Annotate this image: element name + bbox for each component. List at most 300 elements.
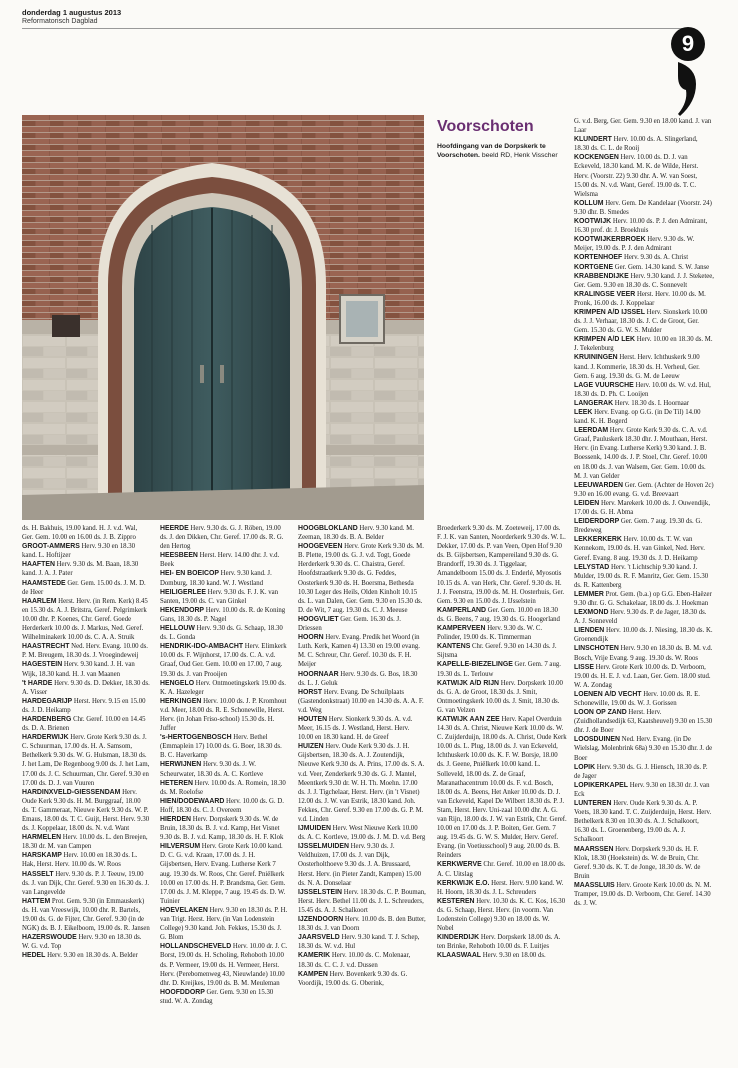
service-times: Ger. Gem. 15.00 ds. J. M. D. de Heer	[22, 579, 146, 596]
place-name: HEI- EN BOEICOP	[160, 570, 219, 578]
service-listing-entry	[22, 642, 150, 660]
service-times: Herv. 9.30 en 18.30 ds. W. G. v.d. Top	[22, 934, 142, 951]
place-name: KAMPEN	[298, 970, 328, 978]
place-name: LOOSDUINEN	[574, 736, 620, 744]
service-listing-entry	[22, 542, 150, 560]
service-times: Ger. Gem. 7 aug. 19.30 ds. G. Bredeweg	[574, 518, 703, 535]
service-times: Ger. Gem. 9.30 en 15.30 stud. W. A. Zondag	[160, 988, 274, 1005]
service-listing-entry	[574, 308, 714, 335]
service-times: Herv. 10.00 ds. G. D. Hoff, 18.30 ds. C. J. Overeem	[160, 797, 284, 814]
place-name: LEEUWARDEN	[574, 481, 624, 489]
service-listing-entry	[160, 988, 288, 1006]
service-times: Herv. Evang. De Schuilplaats (Gastendonkstraat) 10.00 en 14.30 ds. A. A. F. v.d. Weg	[298, 688, 424, 714]
service-times: Herv. Dorpskerk 9.30 ds. H. F. Klok, 18.30 (Hoekstein) ds. W. de Bruin, Chr. Geref. 9.30 ds. K. T. de Jonge, 18.30 ds. W. de Bruin	[574, 845, 701, 880]
service-listing-entry	[22, 951, 150, 960]
service-listing-entry	[437, 606, 567, 624]
caption-lead: Hoofdingang van de Dorpskerk te Voorschoten.	[437, 143, 546, 159]
place-name: KATWIJK AAN ZEE	[437, 715, 500, 723]
service-times: Herv. Ontmoetingskerk 19.00 ds. K. A. Hazeleger	[160, 679, 286, 696]
service-listing-entry	[160, 733, 288, 760]
service-listing-entry	[437, 524, 567, 606]
service-listing-entry	[574, 608, 714, 626]
service-times: Prot. Gem. 9.30 (in Emmauskerk) ds. H. van Vreeswijk, 10.00 dhr. R. Bartels, 19.00 ds. G. de Fijter, Chr. Geref. 9.30 (in de NGK) ds. B. J. Eikelboom, 19.00 ds. R. Jansen	[22, 897, 150, 933]
place-name: HAAFTEN	[22, 561, 55, 569]
place-name: HILVERSUM	[160, 843, 201, 851]
place-name: HARDERWIJK	[22, 734, 69, 742]
masthead	[22, 8, 121, 26]
service-listing-entry	[574, 845, 714, 881]
service-times: Herv. Elimkerk 10.00 ds. F. Wijnhorst, 17.00 ds. C. A. v.d. Graaf, Oud Ger. Gem. 10.00 en 17.00, 7 aug. 19.30 ds. J. van Prooijen	[160, 643, 287, 678]
place-name: KLUNDERT	[574, 136, 612, 144]
service-listing-entry	[22, 597, 150, 642]
service-times: Herv. Sionskerk 10.00 ds. J. J. Verhaar, 18.30 ds. J. C. de Groot, Ger. Gem. 15.30 ds. G. W. S. Mulder	[574, 308, 708, 335]
place-name: HAAMSTEDE	[22, 579, 66, 587]
service-listing-entry	[574, 763, 714, 781]
service-listing-entry	[298, 915, 426, 933]
place-name: HIEN/DODEWAARD	[160, 797, 225, 805]
service-listing-entry	[298, 688, 426, 715]
service-times: Herv. 9.30 ds. F. J. K. van Santen, 19.00 ds. C. van Ginkel	[160, 588, 279, 605]
service-listing-entry	[22, 579, 150, 597]
service-times: Herv. West Nieuwe Kerk 10.00 ds. A. C. Kortleve, 19.00 ds. J. M. D. v.d. Berg	[298, 825, 426, 842]
place-name: HOUTEN	[298, 715, 328, 723]
place-name: LISSE	[574, 663, 594, 671]
place-name: HARDENBERG	[22, 715, 72, 723]
service-times: Herv. Dorpskerk 9.30 ds. W. de Bruin, 18.30 ds. B. J. v.d. Kamp, Het Visnet 9.30 ds. B. J. v.d. Kamp, 18.30 ds. H. F. Klok	[160, 816, 284, 842]
service-times: Herv. Marekerk 10.00 ds. J. Ouwendijk, 17.00 ds. G. H. Abma	[574, 499, 711, 517]
service-times: Herv. Oude Kerk 9.30 ds. A. P. Voets, 18.30 kand. T. C. Zuijderduijn, Herst. Herv. Bethelkerk 8.30 en 10.30 ds. A. J. Schalkoort, 16.30 ds. L. Groenenberg, 19.00 ds. A. J. Schalkoort	[574, 800, 712, 844]
service-times: Herst. Herv. 9.15 en 15.00 ds. J. D. Heikamp	[22, 697, 146, 714]
place-name: HEILIGERLEE	[160, 588, 206, 596]
service-times: Herv. 9.30 ds. D. Dekker, 18.30 ds. A. Visser	[22, 679, 150, 696]
service-listing-entry	[574, 644, 714, 662]
service-times: Herv. 9.30 ds. P. de Jager, 18.30 ds. A. J. Sonneveld	[574, 609, 707, 626]
place-name: LOPIKERKAPEL	[574, 781, 628, 789]
service-listing-entry	[160, 760, 288, 778]
service-times: Herst. Herv. Ichthuskerk 9.00 kand. J. Kommerie, 18.30 ds. H. Verheul, Ger. Gem. 6 aug. 19.30 ds. G. M. de Leeuw	[574, 354, 700, 380]
service-listing-entry	[574, 690, 714, 708]
service-times: Herv. Sionkerk 9.30 ds. A. v.d. Meer, 16.15 ds. J. Westland, Herst. Herv. 10.00 en 18.30 kand. H. de Greef	[298, 715, 413, 742]
service-listing-entry	[437, 951, 567, 960]
service-listing-entry	[298, 615, 426, 633]
service-times: Herv. 9.30 ds. J. Veldhuizen, 17.00 ds. J. van Dijk, Oosterholthoeve 9.30 ds. J. A. Brussaard, Herst. Herv. (in Pieter Zandt, Kampen) 15.00 ds. N. A. Donselaar	[298, 843, 422, 887]
place-name: HEERDE	[160, 525, 189, 532]
service-listing-entry	[160, 679, 288, 697]
service-times: Herv. 9.30 ds. W. Meijer, 19.00 ds. P. J. den Admirant	[574, 236, 695, 253]
place-name: HENGELO	[160, 679, 195, 687]
service-times: Herv. 9.30 en 18.30 ds. P. H. van Trigt. Herst. Herv. (in Van Lodenstein College) 9.30 kand. Joh. Fekkes, 15.30 ds. J. G. Blom	[160, 906, 288, 942]
service-times: Herv. Grote Kerk 10.00 ds. D. Verboom, 19.00 ds. H. E. J. v.d. Laan, Ger. Gem. 18.00 stud. W. A. Zondag	[574, 663, 711, 689]
place-name: KANTENS	[437, 643, 471, 651]
place-name: KRALINGSE VEER	[574, 290, 636, 298]
service-times: Herv. 9.30 kand. J. H. van Wijk, 18.30 kand. H. J. van Maanen	[22, 661, 135, 678]
page-number-badge: 9	[671, 27, 705, 61]
service-listing-entry	[160, 797, 288, 815]
place-name: KATWIJK A/D RIJN	[437, 679, 500, 687]
listing-column-1	[22, 524, 150, 1062]
service-listing-entry	[574, 153, 714, 198]
service-times: Ned. Herv. Evang. (in De Wielslag, Molenbrink 68a) 9.30 en 15.30 dhr. J. de Boer	[574, 736, 713, 762]
service-times: Herv. 10.00 ds. J. Niesing, 18.30 ds. K. Groenendijk	[574, 627, 713, 644]
service-times: Herv. Evang. op G.G. (in De Til) 14.00 kand. K. H. Bogerd	[574, 409, 701, 426]
place-name: KAMPERVEEN	[437, 625, 486, 633]
place-name: HEESBEEN	[160, 552, 198, 560]
place-name: HARSKAMP	[22, 852, 62, 860]
place-name: IJSSELMUIDEN	[298, 843, 349, 851]
service-listing-entry	[22, 560, 150, 578]
masthead-rule	[22, 28, 682, 29]
service-listing-entry	[574, 626, 714, 644]
photo-caption	[437, 142, 567, 160]
place-name: HAARLEM	[22, 597, 57, 605]
place-name: IJMUIDEN	[298, 825, 331, 833]
service-listing-entry	[574, 499, 714, 517]
article-title: Voorschoten	[437, 118, 534, 135]
service-listing-entry	[160, 697, 288, 733]
service-times: Prot. Gem. (b.a.) op G.G. Eben-Haëzer 9.30 dhr. G. G. Schakelaar, 18.00 ds. J. Hoekman	[574, 590, 712, 607]
service-times: Herv. 9.30 kand. M. Zeeman, 18.30 ds. B. A. Belder	[298, 525, 414, 542]
place-name: KESTEREN	[437, 897, 475, 905]
service-listing-entry	[437, 624, 567, 642]
service-listing-entry	[160, 588, 288, 606]
place-name: HOLLANDSCHEVELD	[160, 943, 232, 951]
service-times: Herv. 9.30 ds. G. J. Hiensch, 18.30 ds. P. de Jager	[574, 763, 708, 780]
place-name: HENDRIK-IDO-AMBACHT	[160, 643, 244, 651]
service-times: Herv. 10.00 ds. L. den Breejen, 18.30 dr. M. van Campen	[22, 834, 148, 851]
service-times: Herv. Kapel Overduin 14.30 ds. A. Christ, Nieuwe Kerk 10.00 ds. W. C. Zuijderduijn, 18.00 ds. A. Christ, Oude Kerk 10.00 ds. L. Plug, 18.00 ds. J. van Eckeveld, Ichthuskerk 10.00 ds. K. F. W. Borsje, 18.00 ds. J. Geene, Pniëlkerk 10.00 kand. L. Solleveld, 18.00 ds. Z. de Graaf, Maranathacentrum 10.00 ds. F. v.d. Bosch, 18.00 ds. A. Beens, Het Anker 10.00 ds. D. J. van Eckeveld, Kapel De Wilbert 18.30 ds. P. J. Stam, Herst. Herv. Uni-zaal 10.00 dhr. A. G. van Rijn, 18.00 ds. J. W. van Estrik, Chr. Geref. 10.00 en 17.00 ds. J. P. Boiten, Ger. Gem. 7 aug. 19.45 ds. G. W. S. Mulder, Herv. Geref. Evang. (in Voetiusschool) 9 aug. 20.00 ds. B. Reinders	[437, 715, 567, 860]
service-times: Herv. 9.30 ds. G. Schaap, 18.30 ds. L. Gonda	[160, 625, 283, 642]
place-name: LAGE VUURSCHE	[574, 381, 634, 389]
service-listing-entry	[298, 970, 426, 988]
place-name: LEIDERDORP	[574, 518, 620, 526]
service-listing-entry	[22, 933, 150, 951]
place-name: GROOT-AMMERS	[22, 543, 80, 551]
service-times: Herv. 10.00 ds. J. P. Kromhout v.d. Meer, 18.00 ds. R. E. Schonewille, Herst. Herv. (in Johan Friso-school) 15.30 ds. H. Juffer	[160, 697, 287, 733]
listing-column-5	[574, 117, 714, 1062]
place-name: HOOGVLIET	[298, 615, 339, 623]
place-name: LOENEN A/D VECHT	[574, 690, 642, 698]
place-name: LEKKERKERK	[574, 536, 622, 544]
service-listing-entry	[574, 408, 714, 426]
place-name: KRUININGEN	[574, 354, 618, 362]
service-times: Ger. Gem. 10.00 en 18.30 ds. G. Beens, 7 aug. 19.30 ds. G. Hoogerland	[437, 606, 560, 623]
service-times: Herv. 9.30 ds. A. Christ	[623, 254, 689, 262]
caption-credit: beeld RD, Henk Visscher	[481, 152, 558, 159]
place-name: KRIMPEN A/D LEK	[574, 336, 635, 344]
service-listing-entry	[574, 381, 714, 399]
place-name: HETEREN	[160, 779, 193, 787]
service-times: Herv. 10.00 ds. D. J. van Eckeveld, 18.30 kand. M. K. de Wilde, Herst. Herv. (Voorstr. 22) 9.30 dhr. A. W. van Soest, 15.00 ds. N. v.d. Want, Geref. 19.00 ds. T. C. Wielsma	[574, 154, 699, 198]
service-times: Herv. 10.00 ds. R. de Koning Gans, 18.30 ds. P. Nagel	[160, 606, 286, 623]
service-times: Herv. Dorpskerk 18.00 ds. A. ten Brinke, Rehoboth 10.00 ds. F. Luitjes	[437, 934, 561, 951]
place-name: HEKENDORP	[160, 606, 205, 614]
service-listing-entry	[22, 733, 150, 788]
service-listing-entry	[160, 551, 288, 569]
service-times: Herst. Herv. 14.00 dhr. J. v.d. Beek	[160, 552, 280, 569]
service-listing-entry	[574, 881, 714, 908]
place-name: HARDEGARIJP	[22, 697, 73, 705]
service-listing-entry	[160, 906, 288, 942]
service-times: Herv. Dorpskerk 10.00 ds. G. A. de Groot, 18.30 ds. J. Smit, Ontmoetingskerk 10.00 ds. J. Smit, 18.30 ds. G. van Velzen	[437, 679, 563, 714]
service-times: Herv. Oude Kerk 9.30 ds. H. M. Burggraaf, 18.00 ds. T. Gammeraat, Nieuwe Kerk 9.30 ds. W. P. Emaus, 18.00 ds. T. C. Guijt, Herst. Herv. 9.30 ds. J. Koppelaar, 18.00 ds. N. v.d. Want	[22, 788, 150, 833]
place-name: HASSELT	[22, 870, 54, 878]
service-listing-entry	[574, 781, 714, 799]
service-times: Herv. Bovenkerk 9.30 ds. G. Voordijk, 19.00 ds. G. Oberink,	[298, 970, 408, 987]
service-times: Ned. Herv. Evang. 10.00 ds. P. M. Breugem, 18.30 ds. J. Vroegindeweij	[22, 643, 148, 660]
service-times: Herv. 9.30 en 18.30 ds. B. M. v.d. Bosch, Vrije Evang. 9 aug. 19.30 ds. W. Roos	[574, 645, 713, 662]
place-name: LEIDEN	[574, 499, 600, 507]
service-times: Herv. Evang. Predik het Woord (in Luth. Kerk, Kamen 4) 13.30 en 19.00 evang. M. C. Schreur, Chr. Geref. 10.30 ds. F. H. Meijer	[298, 634, 420, 669]
service-times: Ger. Gem. 7 aug. 19.30 ds. L. Terlouw	[437, 661, 561, 678]
service-listing-entry	[298, 524, 426, 542]
service-listing-entry	[298, 742, 426, 824]
place-name: KAMERIK	[298, 952, 331, 960]
service-times: Herv. Grote Kerk 10.00 kand. D. C. G. v.d. Kraan, 17.00 ds. J. H. Gijsbertsen, Herv. Evang. Lutherse Kerk 7 aug. 19.30 ds. W. Roos, Chr. Geref. Pniëlkerk 10.00 en 17.00 ds. H. P. Brandsma, Ger. Gem. 17.00 ds. J. M. Kleppe, 7 aug. 19.45 ds. D. W. Tuinier	[160, 843, 286, 905]
service-times: Herv. 10.00 ds. A. Slingerland, 18.30 ds. C. L. de Rooij	[574, 136, 698, 153]
service-times: Herv. 10.00 ds. A. Romein, 18.30 ds. M. Roelofse	[160, 779, 286, 796]
listing-column-3	[298, 524, 426, 1062]
service-listing-entry	[160, 569, 288, 587]
service-listing-entry	[298, 633, 426, 669]
place-name: 't HARDE	[22, 679, 53, 687]
place-name: IJZENDOORN	[298, 916, 344, 924]
service-listing-entry	[160, 524, 288, 551]
service-times: Chr. Geref. 9.30 en 14.30 ds. J. Sijtsma	[437, 643, 557, 660]
service-times: Broederkerk 9.30 ds. M. Zoeteweij, 17.00 ds. F. J. K. van Santen, Noorderkerk 9.30 ds. W. L. Dekker, 17.00 ds. P. van Veen, Open Hof 9.30 ds. B. Gijsbertsen, Kampereiland 9.30 ds. G. Brandorff, 19.30 ds. J. Tiggelaar, Amandelboom 15.00 ds. J. Enderlé, Myosotis 10.15 ds. A. van Herk, Chr. Geref. 9.30 ds. H. J. J. Feenstra, 19.00 ds. M. H. Oosterhuis, Ger. Gem. 9.30 en 15.00 ds. J. IJsselstein	[437, 525, 566, 605]
service-listing-entry	[298, 824, 426, 842]
place-name: HERWIJNEN	[160, 761, 202, 769]
place-name: KERKWERVE	[437, 861, 482, 869]
service-times: Herv. Bethel (Emmaplein 17) 10.00 ds. G. Boer, 18.30 ds. B. C. Haverkamp	[160, 734, 282, 760]
service-times: Herv. 9.30 ds. J. W. Scheurwater, 18.30 ds. A. C. Kortleve	[160, 761, 264, 778]
place-name: HAASTRECHT	[22, 643, 70, 651]
listing-column-4	[437, 524, 567, 1062]
place-name: MAASSLUIS	[574, 881, 615, 889]
place-name: HARDINXVELD-GIESSENDAM	[22, 788, 121, 796]
service-listing-entry	[574, 563, 714, 590]
service-times: Herv. 9.30 kand. T. J. Schep, 18.30 ds. W. v.d. Hul	[298, 934, 420, 951]
service-listing-entry	[574, 481, 714, 499]
service-listing-entry	[574, 535, 714, 562]
service-listing-entry	[298, 670, 426, 688]
place-name: HORST	[298, 688, 323, 696]
place-name: KRIMPEN A/D IJSSEL	[574, 308, 645, 316]
service-times: Herv. 18.30 ds. C. P. Bouman, Herst. Herv. Bethel 11.00 ds. J. L. Schreuders, 15.45 ds. A. J. Schalkoort	[298, 888, 426, 914]
place-name: HOOGEVEEN	[298, 543, 343, 551]
service-listing-entry	[437, 933, 567, 951]
service-times: Herv. 9.30 ds. G. J. Röben, 19.00 ds. J. den Dikken, Chr. Geref. 17.00 ds. R. G. den Hertog	[160, 525, 284, 551]
service-times: Chr. Geref. 10.00 en 18.00 ds. A. C. Uitslag	[437, 861, 566, 878]
place-name: LOPIK	[574, 763, 596, 771]
place-name: HIERDEN	[160, 816, 192, 823]
place-name: HATTEM	[22, 897, 51, 905]
service-listing-entry	[22, 851, 150, 869]
place-name: KOCKENGEN	[574, 154, 619, 162]
service-times: Herv. 9.30 ds. P. J. Teeuw, 19.00 ds. J. van Dijk, Chr. Geref. 9.30 en 16.30 ds. J. van Langevelde	[22, 870, 150, 896]
place-name: LEEK	[574, 409, 593, 416]
place-name: LIENDEN	[574, 627, 605, 635]
service-times: Herst. Herv. 10.00 ds. M. Pronk, 16.00 ds. J. Koppelaar	[574, 290, 706, 307]
place-name: 's-HERTOGENBOSCH	[160, 734, 232, 742]
service-times: Herv. 9.30 ds. M. Baan, 18.30 kand. J. A. J. Pater	[22, 561, 139, 578]
place-name: LEERDAM	[574, 427, 609, 435]
service-listing-entry	[574, 217, 714, 235]
place-name: LANGERAK	[574, 399, 614, 407]
service-listing-entry	[574, 663, 714, 690]
service-listing-entry	[22, 788, 150, 833]
service-listing-entry	[574, 708, 714, 735]
service-times: Herst. Herv. (Zuidhollandsedijk 63, Kaatsheuvel) 9.30 en 15.30 dhr. J. de Boer	[574, 709, 713, 735]
service-times: Herv. 9.30 kand. J. J. Steketee, Ger. Gem. 9.30 en 18.30 ds. C. Sonnevelt	[574, 272, 714, 289]
service-times: Ger. Gem. 14.30 kand. S. W. Janse	[614, 263, 710, 271]
service-listing-entry	[160, 942, 288, 987]
newspaper-name: Reformatorisch Dagblad	[22, 18, 98, 25]
service-listing-entry	[160, 842, 288, 906]
service-times: Ger. Gem. 16.30 ds. J. Driessen	[298, 615, 401, 633]
church-door-photo	[22, 115, 424, 520]
service-listing-entry	[298, 542, 426, 615]
service-times: Herv. 9.30 en 18.30 ds. A. Belder	[47, 952, 138, 960]
service-listing-entry	[437, 660, 567, 678]
service-listing-entry	[574, 135, 714, 153]
service-listing-entry	[298, 933, 426, 951]
service-listing-entry	[22, 833, 150, 851]
service-times: G. v.d. Berg, Ger. Gem. 9.30 en 18.00 kand. J. van Laar	[574, 118, 712, 135]
service-times: Herv. Oude Kerk 9.30 ds. J. H. Gijsbertsen, 18.30 ds. A. J. Zoutendijk, Nieuwe Kerk 9.30 ds. A. Prins, 17.00 ds. S. A. v.d. Veer, Zenderkerk 9.30 ds. G. J. Mantel, Meentkerk 9.30 dr. W. H. Th. Moehn. 17.00 ds. J. J. Tigchelaar, Herst. Herv. (in 't Visnet) 12.00 ds. J. W. van Estrik, 18.30 kand. Joh. Fekkes, Chr. Geref. 9.30 en 17.00 ds. G. P. M. v.d. Linden	[298, 743, 425, 823]
service-times: Herv. 9.30 en 18.00 ds.	[482, 952, 546, 960]
service-times: Herv. 't Lichtschip 9.30 kand. J. Mulder, 19.00 ds. R. F. Manritz, Ger. Gem. 15.30 ds. R. Kattenberg	[574, 563, 709, 589]
place-name: LEXMOND	[574, 609, 609, 617]
service-listing-entry	[22, 679, 150, 697]
issue-date: donderdag 1 augustus 2013	[22, 8, 122, 17]
place-name: KOLLUM	[574, 199, 604, 207]
service-times: Herv. 10.00 ds. B. den Butter, 18.30 ds. J. van Doorn	[298, 916, 426, 933]
place-name: HOEVELAKEN	[160, 906, 208, 914]
service-listing-entry	[298, 715, 426, 742]
place-name: KRABBENDIJKE	[574, 272, 629, 280]
service-times: Herv. 9.30 en 18.30 kand. L. Hoftijzer	[22, 543, 136, 560]
service-listing-entry	[574, 426, 714, 481]
place-name: KAPELLE-BIEZELINGE	[437, 661, 513, 669]
service-listing-entry	[22, 524, 150, 542]
service-times: Ger. Gem. (Achter de Hoven 2c) 9.30 en 16.00 evang. G. v.d. Breevaart	[574, 481, 714, 498]
place-name: KOOTWIJKERBROEK	[574, 236, 646, 244]
service-listing-entry	[574, 353, 714, 380]
service-listing-entry	[22, 715, 150, 733]
service-times: Herv. 10.00 ds. R. E. Schonewille, 19.00 ds. W. J. Gorissen	[574, 690, 700, 707]
place-name: IJSSELSTEIN	[298, 888, 343, 896]
service-times: Herv. 18.30 ds. I. Hoornaar	[614, 399, 690, 407]
service-times: ds. H. Bakhuis, 19.00 kand. H. J. v.d. Wal, Ger. Gem. 10.00 en 16.00 ds. J. B. Zippro	[22, 525, 138, 542]
service-listing-entry	[574, 199, 714, 217]
service-listing-entry	[574, 117, 714, 135]
service-times: Herv. 10.00 dr. J. C. Borst, 19.00 ds. H. Scholing, Rehoboth 10.00 ds. P. Vermeer, 19.00 ds. H. Vermeer, Herst. Herv. (Perebomenweg 43, Nieuwlande) 10.00 dhr. D. Kreijkes, 19.00 ds. B. M. Meuleman	[160, 943, 288, 987]
place-name: KLAASWAAL	[437, 952, 482, 960]
place-name: KORTGENE	[574, 263, 614, 271]
service-listing-entry	[437, 715, 567, 861]
service-listing-entry	[160, 815, 288, 842]
place-name: KORTENHOEF	[574, 254, 623, 262]
service-times: Herv. Grote Kerk 9.30 ds. M. B. Plette, 19.00 ds. G. J. v.d. Togt, Goede Herderkerk 9.30 ds. C. Chaistra, Geref. Hoofdstraatkerk 9.30 ds. G. Feddes, Oosterkerk 9.30 ds. H. Boersma, Bethesda 10.30 Leger des Heils, Olden Kinholt 10.15 ds. L. van Dalen, Ger. Gem. 9.30 en 15.30 ds. D. de Wit, 7 aug. 19.30 ds. C. J. Meeuse	[298, 543, 424, 614]
place-name: HOOFDDORP	[160, 988, 205, 996]
service-listing-entry	[160, 642, 288, 678]
service-times: Herst. Herv. 9.00 kand. W. H. Hoorn, 18.30 ds. J. L. Schreuders	[437, 879, 564, 896]
place-name: LINSCHOTEN	[574, 645, 619, 653]
place-name: HUIZEN	[298, 743, 324, 751]
service-times: Herv. 10.00 en 18.30 ds. M. J. Tekelenburg	[574, 336, 713, 353]
service-times: Herv. Grote Kerk 9.30 ds. C. A. v.d. Graaf, Pauluskerk 18.30 dhr. J. Mouthaan, Herst. Herv. (in Evang. Lutherse Kerk) 9.30 kand. J. B. Boessenk, 14.00 ds. J. P. Stoel, Chr. Geref. 10.00 en 18.00 ds. J. van Walsem, Ger. Gem. 10.00 ds. M. J. van Gelder	[574, 427, 708, 480]
service-times: Herv. 9.30 kand. J. Domburg, 18.30 kand. W. J. Westland	[160, 570, 272, 587]
place-name: HEDEL	[22, 952, 46, 960]
service-times: Herv. Gem. De Kandelaar (Voorstr. 24) 9.30 dhr. B. Smedes	[574, 199, 712, 216]
place-name: KOOTWIJK	[574, 218, 612, 226]
service-listing-entry	[574, 253, 714, 262]
service-listing-entry	[22, 897, 150, 933]
place-name: HARMELEN	[22, 834, 62, 842]
comma-logo-icon	[676, 60, 698, 118]
service-times: Herv. 10.00 ds. T. W. van Kennekom, 19.00 ds. H. van Ginkel, Ned. Herv. Geref. Evang. 8 aug. 19.30 ds. J. D. Heikamp	[574, 536, 705, 562]
service-times: Herv. 10.30 ds. K. C. Kos, 16.30 ds. G. Schaap, Herst. Herv. (in voorm. Van Lodenstein College) 9.30 en 18.00 ds. W. Nobel	[437, 897, 566, 933]
service-times: Herv. 10.00 ds. P. J. den Admirant, 16.30 prof. dr. J. Broekhuis	[574, 218, 708, 235]
service-listing-entry	[437, 860, 567, 878]
service-listing-entry	[22, 660, 150, 678]
place-name: JAARSVELD	[298, 934, 340, 942]
place-name: HAZERSWOUDE	[22, 934, 77, 942]
service-listing-entry	[574, 263, 714, 272]
place-name: HOOGBLOKLAND	[298, 525, 358, 532]
service-times: Herv. Groote Kerk 10.00 ds. N. M. Tramper, 19.00 ds. D. Verboom, Chr. Geref. 14.30 ds. J. W.	[574, 881, 712, 908]
service-listing-entry	[574, 517, 714, 535]
place-name: HOORN	[298, 634, 324, 642]
service-listing-entry	[574, 290, 714, 308]
service-times: Herv. Grote Kerk 9.30 ds. J. C. Schuurman, 17.00 ds. H. A. Samsom, Bethelkerk 9.30 ds. W. G. Hulsman, 18.30 ds. J. het Lam, De Regenboog 9.00 ds. J. het Lam, 17.00 ds. J. C. Schuurman, Chr. Geref. 9.30 en 17.00 ds. D. J. van Vuuren	[22, 734, 150, 787]
place-name: KINDERDIJK	[437, 934, 480, 942]
service-listing-entry	[574, 799, 714, 844]
place-name: HERKINGEN	[160, 697, 202, 705]
service-listing-entry	[574, 235, 714, 253]
service-listing-entry	[22, 870, 150, 897]
service-listing-entry	[298, 888, 426, 915]
listing-column-2	[160, 524, 288, 1062]
place-name: LUNTEREN	[574, 800, 612, 808]
service-listing-entry	[437, 679, 567, 715]
place-name: KAMPERLAND	[437, 606, 486, 614]
service-times: Herv. 10.00 en 18.30 ds. L. Hak, Herst. Herv. 10.00 ds. W. Roos	[22, 852, 138, 869]
service-listing-entry	[574, 735, 714, 762]
service-times: Herst. Herv. (in Rem. Kerk) 8.45 en 15.30 ds. A. J. Britstra, Geref. Pelgrimkerk 10.00 dhr. P. Koenes, Chr. Geref. Goede Herderkerk 10.00 ds. J. Markus, Ned. Geref. Wilhelminakerk 10.00 ds. C. A. A. Struik	[22, 597, 148, 642]
service-listing-entry	[298, 842, 426, 887]
service-listing-entry	[298, 951, 426, 969]
service-listing-entry	[160, 606, 288, 624]
service-listing-entry	[574, 272, 714, 290]
place-name: MAARSSEN	[574, 845, 614, 853]
place-name: LELYSTAD	[574, 563, 610, 571]
service-listing-entry	[437, 879, 567, 897]
service-listing-entry	[437, 897, 567, 933]
place-name: HOORNAAR	[298, 670, 339, 678]
place-name: LEMMER	[574, 590, 604, 598]
service-times: Herv. 9.30 ds. G. Bos, 18.30 ds. L. J. Geluk	[298, 670, 418, 687]
service-times: Herv. 9.30 en 18.30 dr. J. van Eck	[574, 781, 710, 798]
service-times: Herv. 9.30 ds. W. C. Polinder, 19.00 ds. K. Timmerman	[437, 625, 543, 642]
place-name: KERKWIJK E.O.	[437, 879, 490, 887]
service-times: Chr. Geref. 10.00 en 14.45 ds. D. A. Brienen	[22, 715, 146, 733]
service-listing-entry	[574, 399, 714, 408]
service-listing-entry	[160, 624, 288, 642]
place-name: LOON OP ZAND	[574, 709, 627, 717]
service-times: Herv. 10.00 ds. C. Molenaar, 18.30 ds. C. C. J. v.d. Dussen	[298, 952, 411, 969]
place-name: HELLOUW	[160, 625, 195, 633]
